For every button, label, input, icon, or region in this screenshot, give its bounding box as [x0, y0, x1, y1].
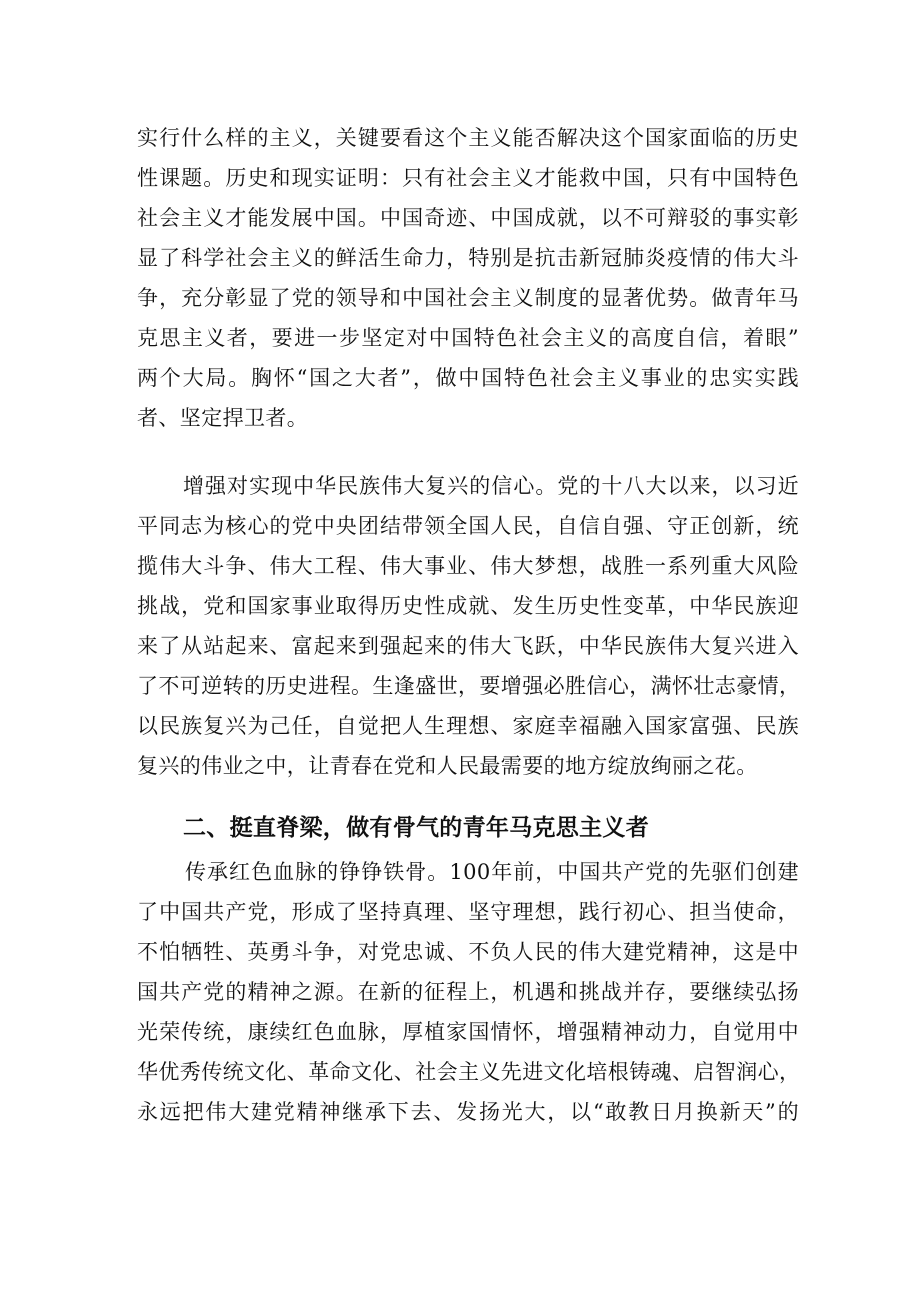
paragraph-line: 光荣传统，康续红色血脉，厚植家国情怀，增强精神动力，自觉用中	[137, 1020, 799, 1044]
paragraph-line: 社会主义才能发展中国。中国奇迹、中国成就，以不可辩驳的事实彰	[137, 206, 799, 230]
paragraph-line: 显了科学社会主义的鲜活生命力，特别是抗击新冠肺炎疫情的伟大斗	[137, 246, 799, 270]
paragraph-line: 两个大局。胸怀“国之大者”，做中国特色社会主义事业的忠实实践	[137, 366, 799, 390]
paragraph-line: 增强对实现中华民族伟大复兴的信心。党的十八大以来，以习近	[183, 474, 799, 498]
paragraph-1	[137, 118, 799, 438]
paragraph-line: 者、坚定捍卫者。	[137, 406, 309, 430]
paragraph-line: 传承红色血脉的铮铮铁骨。100年前，中国共产党的先驱们创建	[185, 860, 799, 884]
paragraph-line: 性课题。历史和现实证明：只有社会主义才能救中国，只有中国特色	[137, 166, 799, 190]
paragraph-line: 永远把伟大建党精神继承下去、发扬光大，以“敢教日月换新天”的	[137, 1100, 799, 1124]
section-heading: 二、挺直脊梁，做有骨气的青年马克思主义者	[183, 815, 649, 841]
paragraph-line: 实行什么样的主义，关键要看这个主义能否解决这个国家面临的历史	[137, 126, 799, 150]
paragraph-line: 平同志为核心的党中央团结带领全国人民，自信自强、守正创新，统	[137, 514, 799, 538]
paragraph-3	[137, 852, 799, 1132]
paragraph-2	[137, 466, 799, 786]
paragraph-line: 华优秀传统文化、革命文化、社会主义先进文化培根铸魂、启智润心，	[137, 1060, 801, 1084]
paragraph-line: 挑战，党和国家事业取得历史性成就、发生历史性变革，中华民族迎	[137, 594, 799, 618]
paragraph-line: 国共产党的精神之源。在新的征程上，机遇和挑战并存，要继续弘扬	[137, 980, 799, 1004]
paragraph-line: 不怕牺牲、英勇斗争，对党忠诚、不负人民的伟大建党精神，这是中	[137, 940, 799, 964]
paragraph-line: 克思主义者，要进一步坚定对中国特色社会主义的高度自信，着眼”	[137, 326, 799, 350]
paragraph-line: 揽伟大斗争、伟大工程、伟大事业、伟大梦想，战胜一系列重大风险	[137, 554, 799, 578]
paragraph-line: 复兴的伟业之中，让青春在党和人民最需要的地方绽放绚丽之花。	[137, 754, 758, 778]
paragraph-line: 来了从站起来、富起来到强起来的伟大飞跃，中华民族伟大复兴进入	[137, 634, 799, 658]
paragraph-line: 以民族复兴为己任，自觉把人生理想、家庭幸福融入国家富强、民族	[137, 714, 799, 738]
paragraph-line: 了不可逆转的历史进程。生逢盛世，要增强必胜信心，满怀壮志豪情，	[137, 674, 801, 698]
paragraph-line: 争，充分彰显了党的领导和中国社会主义制度的显著优势。做青年马	[137, 286, 799, 310]
paragraph-line: 了中国共产党，形成了坚持真理、坚守理想，践行初心、担当使命，	[137, 900, 799, 924]
